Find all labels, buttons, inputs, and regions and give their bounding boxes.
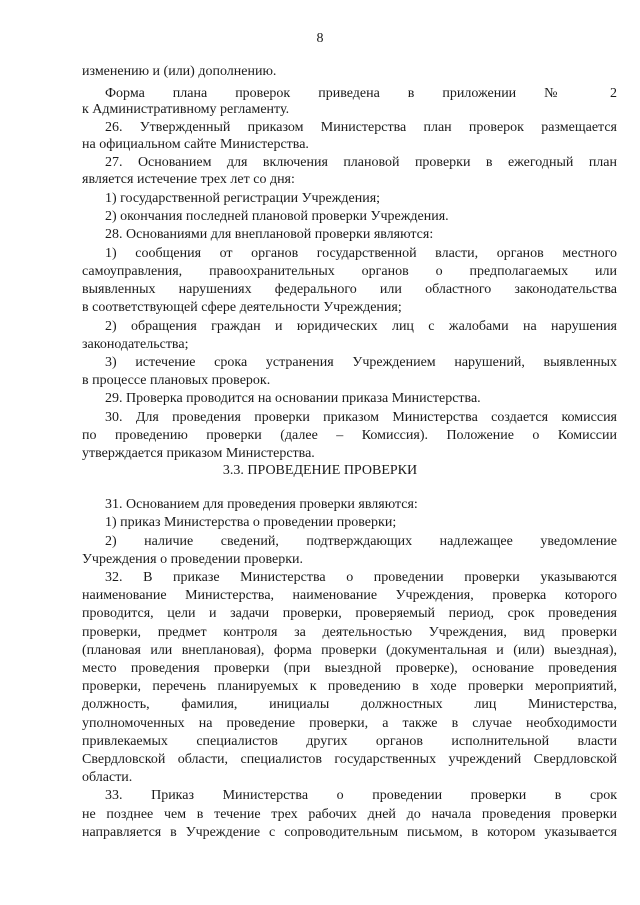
text-line: 33. Приказ Министерства о проведении проверки в срок xyxy=(105,788,617,803)
text-line: 1) сообщения от органов государственной власти, органов местного xyxy=(105,246,617,261)
text-line: 32. В приказе Министерства о проведении проверки указываются xyxy=(105,570,617,585)
text-line: 2) окончания последней плановой проверки Учреждения. xyxy=(105,209,449,224)
text-line: проводится, цели и задачи проверки, проверяемый период, срок проведения xyxy=(82,606,617,621)
text-line: области. xyxy=(82,770,133,785)
text-line: 2) обращения граждан и юридических лиц с жалобами на нарушения xyxy=(105,319,617,334)
text-line: 2) наличие сведений, подтверждающих надлежащее уведомление xyxy=(105,534,617,549)
text-line: уполномоченных на проведение проверки, а также в случае необходимости xyxy=(82,716,617,731)
text-line: на официальном сайте Министерства. xyxy=(82,137,309,152)
text-line: (плановая или внеплановая), форма проверки (документальная и (или) выездная), xyxy=(82,643,617,658)
text-line: утверждается приказом Министерства. xyxy=(82,446,315,461)
text-line: 28. Основаниями для внеплановой проверки являются: xyxy=(105,227,434,242)
text-line: в соответствующей сфере деятельности Учреждения; xyxy=(82,300,402,315)
text-line: самоуправления, правоохранительных органов о предполагаемых или xyxy=(82,264,617,279)
text-line: законодательства; xyxy=(82,337,189,352)
text-line: изменению и (или) дополнению. xyxy=(82,64,277,79)
text-line: проверки, перечень планируемых к проведению в ходе проверки мероприятий, xyxy=(82,679,617,694)
text-line: по проведению проверки (далее – Комиссия). Положение о Комиссии xyxy=(82,428,617,443)
text-line: 1) приказ Министерства о проведении проверки; xyxy=(105,515,397,530)
text-line: направляется в Учреждение с сопроводительным письмом, в котором указывается xyxy=(82,825,617,840)
text-line: к Административному регламенту. xyxy=(82,102,290,117)
text-line: Форма плана проверок приведена в приложении № 2 xyxy=(105,86,617,101)
text-line: не позднее чем в течение трех рабочих дней до начала проведения проверки xyxy=(82,807,617,822)
text-line: 26. Утвержденный приказом Министерства план проверок размещается xyxy=(105,120,617,135)
text-line: выявленных нарушениях федерального или областного законодательства xyxy=(82,282,617,297)
text-line: 30. Для проведения проверки приказом Министерства создается комиссия xyxy=(105,410,617,425)
text-line: наименование Министерства, наименование Учреждения, проверка которого xyxy=(82,588,617,603)
text-line: место проведения проверки (при выездной проверке), основание проведения xyxy=(82,661,617,676)
text-line: 27. Основанием для включения плановой проверки в ежегодный план xyxy=(105,155,617,170)
text-line: 3) истечение срока устранения Учреждением нарушений, выявленных xyxy=(105,355,617,370)
section-heading: 3.3. ПРОВЕДЕНИЕ ПРОВЕРКИ xyxy=(222,463,418,478)
text-line: проверки, предмет контроля за деятельностью Учреждения, вид проверки xyxy=(82,625,617,640)
text-line: является истечение трех лет со дня: xyxy=(82,172,295,187)
text-line: привлекаемых специалистов других органов исполнительной власти xyxy=(82,734,617,749)
text-line: 31. Основанием для проведения проверки являются: xyxy=(105,497,418,512)
text-line: Учреждения о проведении проверки. xyxy=(82,552,303,567)
text-line: 29. Проверка проводится на основании приказа Министерства. xyxy=(105,391,481,406)
text-line: Свердловской области, специалистов государственных учреждений Свердловской xyxy=(82,752,617,767)
text-line: 1) государственной регистрации Учреждения; xyxy=(105,191,381,206)
text-line: в процессе плановых проверок. xyxy=(82,373,271,388)
page-number: 8 xyxy=(316,31,324,46)
text-line: должность, фамилия, инициалы должностных лиц Министерства, xyxy=(82,697,617,712)
